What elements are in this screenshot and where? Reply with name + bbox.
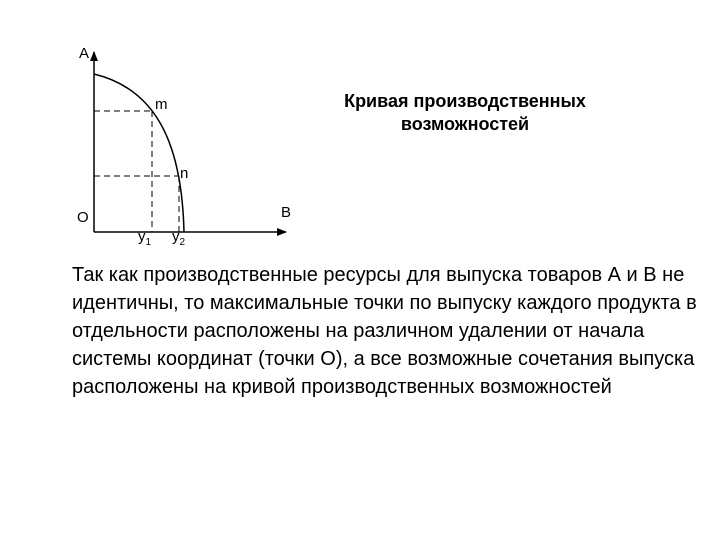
production-possibilities-curve (94, 74, 184, 232)
axis-x-label: B (281, 204, 292, 221)
curve-title-line-1: Кривая производственных (344, 91, 586, 111)
point-n-label: n (180, 165, 189, 182)
description-paragraph: Так как производственные ресурсы для выпуска товаров А и В не идентичны, то максимальные точки по выпуску каждого продукта в отдельности расположены на различном удалении от начала системы координат (точки О), а все возможные сочетания выпуска расположены на кривой производственных возможностей (72, 264, 697, 398)
origin-label: O (77, 209, 89, 226)
axis-y-label: A (79, 45, 90, 62)
curve-title-line-2: возможностей (400, 114, 530, 134)
tick-y2-label: $y_2$ (172, 228, 186, 248)
curve-title (300, 90, 630, 136)
tick-y1-label: $y_1$ (138, 228, 152, 248)
point-m-label: m (155, 96, 168, 113)
